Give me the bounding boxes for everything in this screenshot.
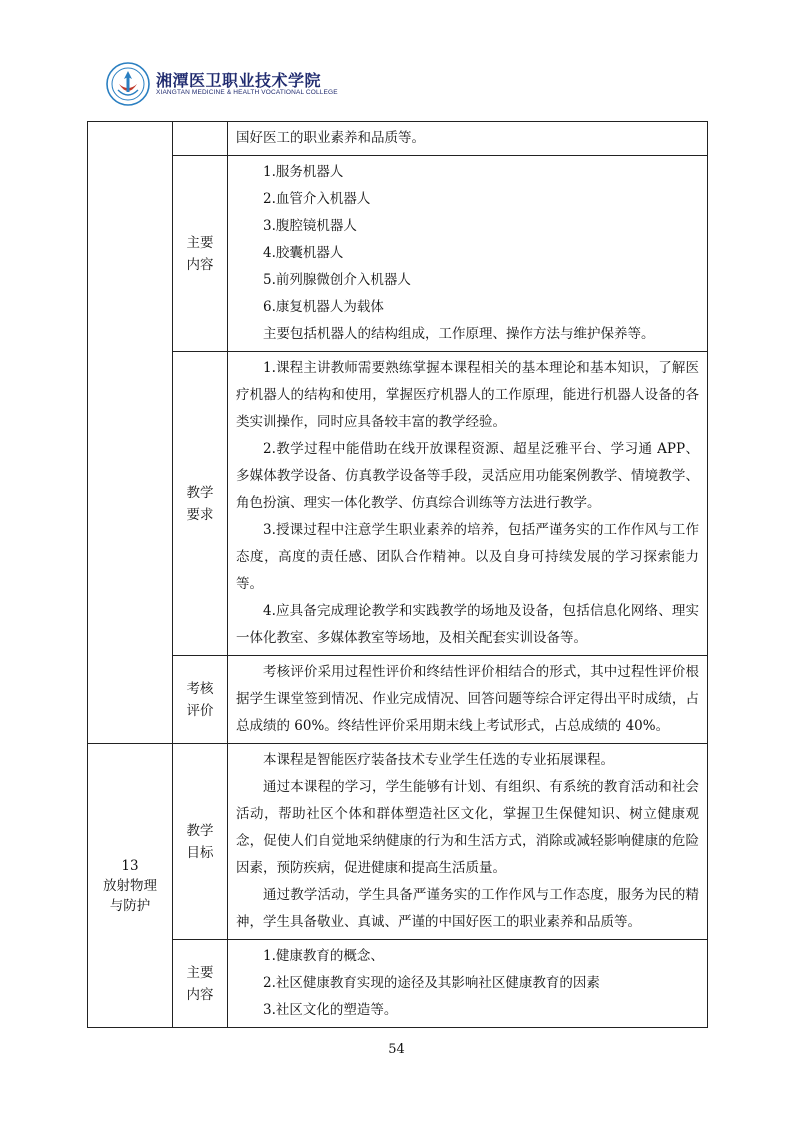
paragraph: 本课程是智能医疗装备技术专业学生任选的专业拓展课程。 (263, 752, 614, 768)
teaching-cell (228, 352, 708, 656)
paragraph: 通过本课程的学习，学生能够有计划、有组织、有系统的教育活动和社会活动，帮助社区个体和群体塑造社区文化，掌握卫生保健知识、树立健康观念，促使人们自觉地采纳健康的行为和生活方式，消除或减轻影响健康的危险因素，预防疾病，促进健康和提高生活质量。 (236, 779, 699, 876)
content-cell (228, 940, 708, 1028)
school-name-en: XIANGTAN MEDICINE & HEALTH VOCATIONAL COLLEGE (156, 89, 338, 96)
row-label-cell (173, 940, 228, 1028)
course13-name-cell (88, 744, 173, 1028)
objectives-label: 教学目标 (186, 822, 214, 861)
course-number: 13 (121, 857, 139, 874)
row-label-cell (173, 352, 228, 656)
page-number: 54 (388, 1042, 405, 1057)
table-row (88, 744, 708, 940)
assessment-cell (228, 656, 708, 744)
list-item: 3.社区文化的塑造等。 (263, 1002, 398, 1018)
row-label-cell (173, 156, 228, 352)
table-row (88, 352, 708, 656)
curriculum-table (87, 121, 708, 1028)
paragraph: 4.应具备完成理论教学和实践教学的场地及设备，包括信息化网络、理实一体化教室、多媒体教室等场地，及相关配套实训设备等。 (236, 603, 699, 646)
list-item: 1.健康教育的概念、 (263, 948, 384, 964)
row-label-cell (173, 122, 228, 156)
list-item: 6.康复机器人为载体 (263, 299, 384, 315)
assessment-label: 考核评价 (186, 680, 214, 719)
list-item: 5.前列腺微创介入机器人 (263, 272, 411, 288)
paragraph: 3.授课过程中注意学生职业素养的培养，包括严谨务实的工作作风与工作态度，高度的责任感、团队合作精神。以及自身可持续发展的学习探索能力等。 (236, 522, 699, 592)
list-item: 1.服务机器人 (263, 164, 344, 180)
table-row (88, 656, 708, 744)
list-item: 4.胶囊机器人 (263, 245, 344, 261)
paragraph: 1.课程主讲教师需要熟练掌握本课程相关的基本理论和基本知识，了解医疗机器人的结构和使用，掌握医疗机器人的工作原理，能进行机器人设备的各类实训操作，同时应具备较丰富的教学经验。 (236, 360, 699, 430)
objectives-cell (228, 744, 708, 940)
row-label-cell (173, 744, 228, 940)
content-label: 主要内容 (186, 234, 214, 273)
content-summary: 主要包括机器人的结构组成，工作原理、操作方法与维护保养等。 (263, 326, 655, 342)
school-name-cn: 湘潭医卫职业技术学院 (156, 71, 322, 90)
table-row (88, 122, 708, 156)
row-label-cell (173, 656, 228, 744)
list-item: 2.社区健康教育实现的途径及其影响社区健康教育的因素 (263, 975, 600, 991)
page-header (106, 62, 426, 108)
list-item: 3.腹腔镜机器人 (263, 218, 357, 234)
objectives-cell (228, 122, 708, 156)
table-row (88, 156, 708, 352)
content-cell (228, 156, 708, 352)
college-emblem-icon (106, 62, 150, 106)
course-name: 放射物理与防护 (103, 877, 157, 914)
paragraph: 2.教学过程中能借助在线开放课程资源、超星泛雅平台、学习通 APP、多媒体教学设备、仿真教学设备等手段，灵活应用功能案例教学、情境教学、角色扮演、理实一体化教学、仿真综合训练等方法进行教学。 (236, 441, 699, 511)
list-item: 2.血管介入机器人 (263, 191, 371, 207)
paragraph: 通过教学活动，学生具备严谨务实的工作作风与工作态度，服务为民的精神，学生具备敬业、真诚、严谨的中国好医工的职业素养和品质等。 (236, 887, 699, 930)
paragraph: 考核评价采用过程性评价和终结性评价相结合的形式，其中过程性评价根据学生课堂签到情况、作业完成情况、回答问题等综合评定得出平时成绩，占总成绩的 60%。终结性评价采用期末线上考试形式，占总成绩的 40%。 (236, 664, 699, 734)
table-row (88, 940, 708, 1028)
objectives-tail: 国好医工的职业素养和品质等。 (236, 130, 425, 146)
teaching-label: 教学要求 (186, 484, 214, 523)
content-label: 主要内容 (186, 964, 214, 1003)
course12-name-cell (88, 122, 173, 744)
